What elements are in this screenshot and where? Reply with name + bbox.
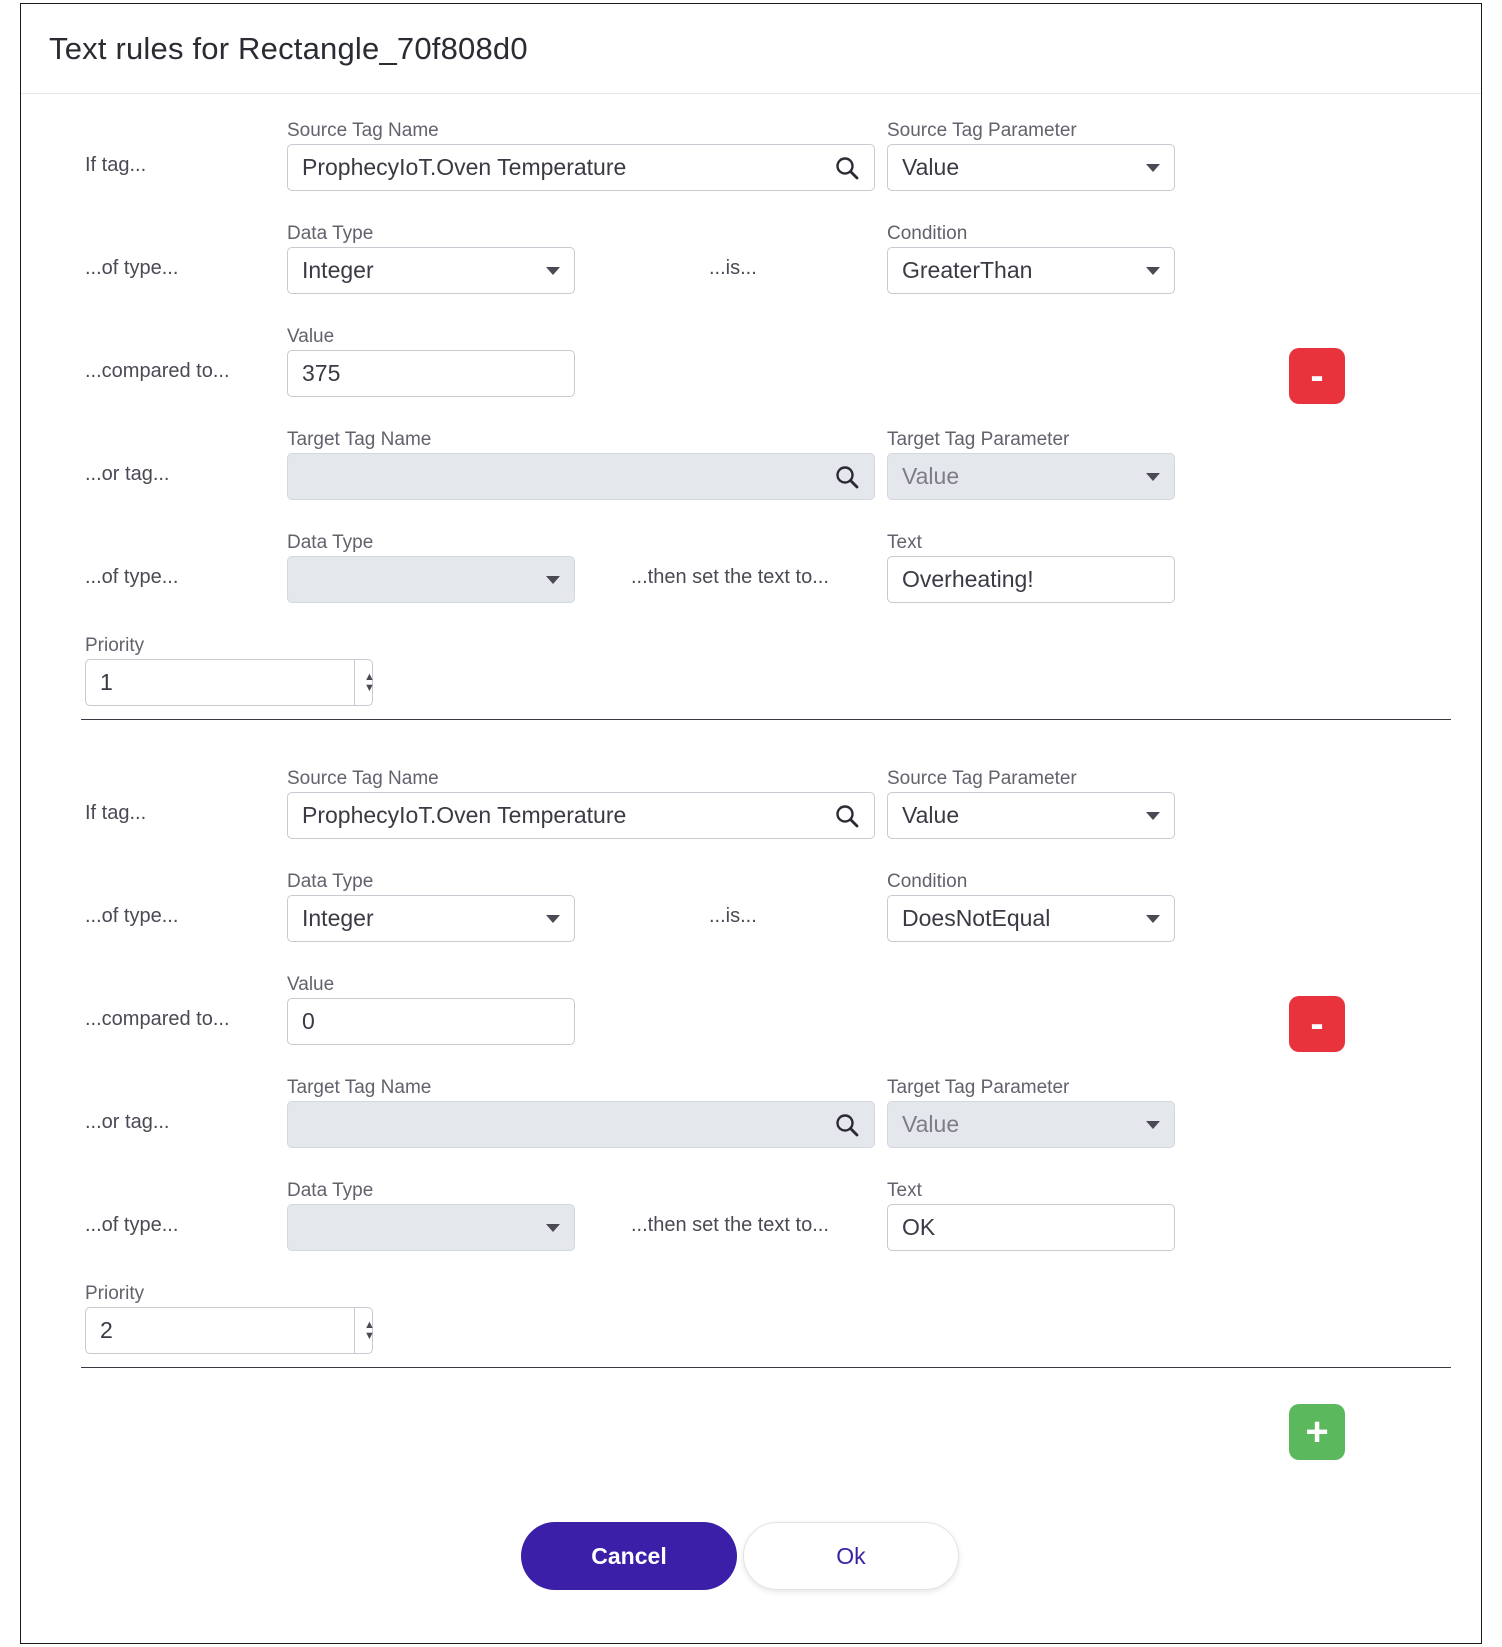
dialog-footer <box>21 1480 1481 1630</box>
label-text: Text <box>887 532 922 553</box>
source-tag-parameter-select[interactable] <box>887 144 1175 191</box>
compare-value-text: 0 <box>302 1008 315 1034</box>
row-label-of-type-2: ...of type... <box>85 566 179 588</box>
cancel-button[interactable]: Cancel <box>521 1522 737 1590</box>
label-source-tag-parameter: Source Tag Parameter <box>887 120 1077 141</box>
label-value: Value <box>287 326 335 347</box>
condition-select[interactable] <box>887 247 1175 294</box>
chevron-down-icon <box>1146 915 1160 923</box>
spinner-up-icon[interactable]: ▲ <box>364 1318 375 1331</box>
label-target-data-type: Data Type <box>287 532 374 553</box>
add-rule-row <box>21 1390 1481 1480</box>
data-type-select[interactable] <box>287 895 575 942</box>
priority-input[interactable] <box>85 1307 373 1354</box>
priority-stepper[interactable] <box>354 1308 384 1353</box>
target-data-type-select[interactable] <box>287 556 575 603</box>
compare-value-input[interactable] <box>287 998 575 1045</box>
target-tag-name-input[interactable] <box>287 453 875 500</box>
rule-row-target <box>21 421 1481 524</box>
source-tag-parameter-select[interactable] <box>887 792 1175 839</box>
source-tag-name-input[interactable] <box>287 792 875 839</box>
source-tag-parameter-value: Value <box>902 802 960 828</box>
label-priority: Priority <box>85 635 145 656</box>
label-target-tag-parameter: Target Tag Parameter <box>887 429 1070 450</box>
chevron-down-icon <box>546 915 560 923</box>
row-label-then-set-text: ...then set the text to... <box>631 566 829 588</box>
source-tag-name-value: ProphecyIoT.Oven Temperature <box>302 154 627 180</box>
minus-icon: - <box>1310 354 1324 398</box>
row-label-is: ...is... <box>709 257 757 279</box>
compare-value-text: 375 <box>302 360 341 386</box>
target-tag-name-input[interactable] <box>287 1101 875 1148</box>
source-tag-name-input[interactable] <box>287 144 875 191</box>
label-priority: Priority <box>85 1283 145 1304</box>
priority-value: 1 <box>100 669 113 695</box>
row-label-or-tag: ...or tag... <box>85 1111 170 1133</box>
condition-value: DoesNotEqual <box>902 905 1051 931</box>
label-data-type: Data Type <box>287 871 374 892</box>
search-icon[interactable] <box>834 803 860 829</box>
row-label-compared-to: ...compared to... <box>85 360 230 382</box>
result-text-input[interactable] <box>887 1204 1175 1251</box>
target-tag-parameter-value: Value <box>902 463 960 489</box>
search-icon[interactable] <box>834 1112 860 1138</box>
label-target-tag-parameter: Target Tag Parameter <box>887 1077 1070 1098</box>
page-title: Text rules for Rectangle_70f808d0 <box>49 30 528 66</box>
chevron-down-icon <box>1146 473 1160 481</box>
rule-row-target-type-text <box>21 524 1481 627</box>
row-label-if-tag: If tag... <box>85 154 147 176</box>
row-label-compared-to: ...compared to... <box>85 1008 230 1030</box>
priority-stepper[interactable] <box>354 660 384 705</box>
search-icon[interactable] <box>834 464 860 490</box>
search-icon[interactable] <box>834 155 860 181</box>
rule-block <box>21 94 1481 742</box>
label-target-tag-name: Target Tag Name <box>287 1077 432 1098</box>
row-label-or-tag: ...or tag... <box>85 463 170 485</box>
target-tag-parameter-select[interactable] <box>887 453 1175 500</box>
rule-block <box>21 742 1481 1390</box>
rules-list <box>21 94 1481 1630</box>
row-label-if-tag: If tag... <box>85 802 147 824</box>
label-target-data-type: Data Type <box>287 1180 374 1201</box>
label-condition: Condition <box>887 223 968 244</box>
priority-input[interactable] <box>85 659 373 706</box>
rule-row-value <box>21 966 1481 1069</box>
rule-divider <box>81 719 1451 720</box>
rule-row-priority <box>21 627 1481 719</box>
rule-row-type-condition <box>21 215 1481 318</box>
add-rule-button[interactable] <box>1289 1404 1345 1460</box>
result-text-input[interactable] <box>887 556 1175 603</box>
minus-icon: - <box>1310 1002 1324 1046</box>
data-type-value: Integer <box>302 905 374 931</box>
spinner-up-icon[interactable]: ▲ <box>364 670 375 683</box>
label-condition: Condition <box>887 871 968 892</box>
row-label-then-set-text: ...then set the text to... <box>631 1214 829 1236</box>
chevron-down-icon <box>1146 164 1160 172</box>
rule-row-source <box>21 760 1481 863</box>
source-tag-name-value: ProphecyIoT.Oven Temperature <box>302 802 627 828</box>
row-label-of-type: ...of type... <box>85 905 179 927</box>
rule-row-value <box>21 318 1481 421</box>
label-target-tag-name: Target Tag Name <box>287 429 432 450</box>
chevron-down-icon <box>546 267 560 275</box>
label-value: Value <box>287 974 335 995</box>
rule-divider <box>81 1367 1451 1368</box>
row-label-is: ...is... <box>709 905 757 927</box>
label-source-tag-name: Source Tag Name <box>287 120 439 141</box>
rule-row-type-condition <box>21 863 1481 966</box>
chevron-down-icon <box>1146 1121 1160 1129</box>
chevron-down-icon <box>1146 267 1160 275</box>
compare-value-input[interactable] <box>287 350 575 397</box>
target-data-type-select[interactable] <box>287 1204 575 1251</box>
label-source-tag-name: Source Tag Name <box>287 768 439 789</box>
condition-value: GreaterThan <box>902 257 1033 283</box>
rule-row-target-type-text <box>21 1172 1481 1275</box>
plus-icon: + <box>1305 1410 1329 1454</box>
text-rules-dialog <box>20 3 1482 1644</box>
label-text: Text <box>887 1180 922 1201</box>
result-text-value: OK <box>902 1214 936 1240</box>
target-tag-parameter-value: Value <box>902 1111 960 1137</box>
row-label-of-type: ...of type... <box>85 257 179 279</box>
spinner-down-icon[interactable]: ▼ <box>364 1329 375 1342</box>
ok-button[interactable]: Ok <box>743 1522 959 1590</box>
priority-value: 2 <box>100 1317 113 1343</box>
dialog-title-bar <box>21 4 1481 94</box>
spinner-down-icon[interactable]: ▼ <box>364 681 375 694</box>
data-type-select[interactable] <box>287 247 575 294</box>
remove-rule-button[interactable] <box>1289 996 1345 1052</box>
chevron-down-icon <box>546 576 560 584</box>
label-data-type: Data Type <box>287 223 374 244</box>
result-text-value: Overheating! <box>902 566 1034 592</box>
rule-row-target <box>21 1069 1481 1172</box>
condition-select[interactable] <box>887 895 1175 942</box>
row-label-of-type-2: ...of type... <box>85 1214 179 1236</box>
rule-row-source <box>21 112 1481 215</box>
remove-rule-button[interactable] <box>1289 348 1345 404</box>
target-tag-parameter-select[interactable] <box>887 1101 1175 1148</box>
chevron-down-icon <box>546 1224 560 1232</box>
source-tag-parameter-value: Value <box>902 154 960 180</box>
rule-row-priority <box>21 1275 1481 1367</box>
data-type-value: Integer <box>302 257 374 283</box>
chevron-down-icon <box>1146 812 1160 820</box>
label-source-tag-parameter: Source Tag Parameter <box>887 768 1077 789</box>
